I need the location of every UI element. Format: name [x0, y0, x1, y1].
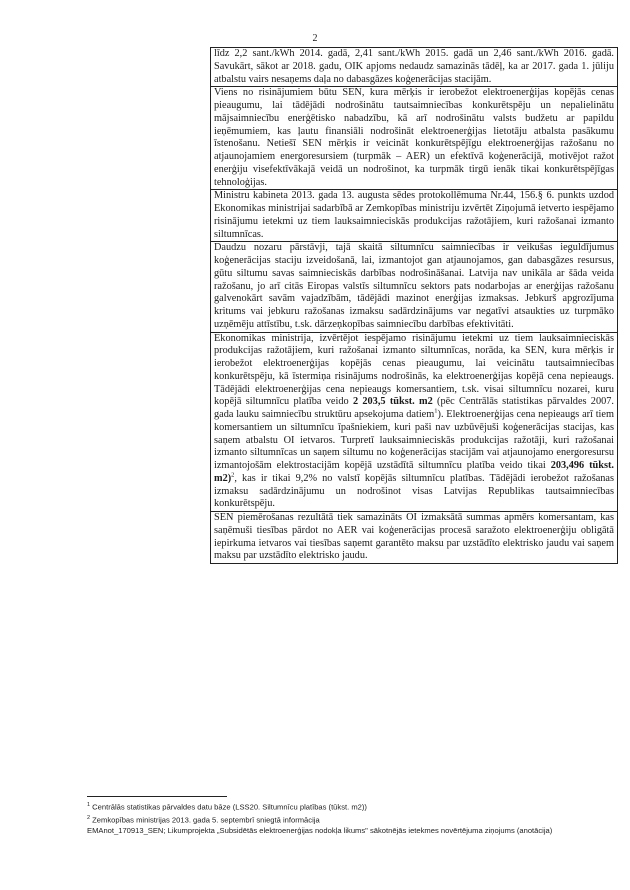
- footnote-2: [87, 813, 607, 826]
- assessment-text-part-4: , kas ir tikai 9,2% no valstī kopējās siltumnīcu platības. Tādējādi ierobežot ražošanas izmaksu sadārdzinājumu un nodrošinot visas Latvijas Republikas tautsaimniecības konkurētspēju.: [214, 472, 614, 510]
- greenhouse-total-area: 2 203,5 tūkst. m2: [352, 396, 433, 408]
- assessment-text-part-2: (pēc Centrālās statistikas pārvaldes 2007. gada lauku saimniecību struktūru apsekojuma datiem: [214, 396, 614, 420]
- footnote-separator: [87, 796, 227, 797]
- greenhouse-cogen-area: 203,496 tūkst. m2): [214, 460, 614, 484]
- footnote-text: Centrālās statistikas pārvaldes datu bāze (LSS20. Siltumnīcu platības (tūkst. m2)): [90, 802, 367, 812]
- footnote-1: [87, 800, 607, 813]
- footnote-text: Zemkopības ministrijas 2013. gada 5. septembrī sniegtā informācija: [90, 815, 320, 825]
- footnote-mark: 1: [87, 802, 91, 808]
- footnote-ref-2[interactable]: 2: [231, 471, 235, 479]
- assessment-text-part-1: Ekonomikas ministrija, izvērtējot iespējamo risinājumu ietekmi uz tiem lauksaimnieciskās produkcijas ražotājiem, kuri ražošanai izmanto siltumnīcas, norāda, ka SEN, kura mērķis ir ierobežot elektroenerģijas kopējās cenas pieaugumu, lai veicinātu tautsaimniecības konkurētspēju, kā īstermiņa risinājums nodrošinās, ka elektroenerģijas kopējā cena nepieaugs. Tādējādi elektroenerģijas cena nepieaugs komersantiem, t.sk. visai siltumnīcu nozarei, kuru kopējā siltumnīcu platība veido: [214, 332, 614, 408]
- page-number: 2: [312, 33, 318, 44]
- footnote-ref-1[interactable]: 1: [434, 407, 438, 415]
- text-block-oik-forecast: līdz 2,2 sant./kWh 2014. gadā, 2,41 sant./kWh 2015. gadā un 2,46 sant./kWh 2016. gadā. Savukārt, sākot ar 2018. gadu, OIK apjoms nedaudz samazinās tādēļ, ka ar 2017. gada 1. jūliju atbalstu vairs nesaņems daļa no dabasgāzes koģenerācijas stacijām.: [211, 47, 617, 86]
- text-block-cabinet-decision: Ministru kabineta 2013. gada 13. augusta sēdes protokollēmuma Nr.44, 156.§ 6. punkts uzdod Ekonomikas ministrijai sadarbībā ar Zemkopības ministriju izvērtēt Ziņojumā ietverto iespējamo risinājumu ietekmi uz tiem lauksaimnieciskās produkcijas ražotājiem, kuri ražošanai izmanto siltumnīcas.: [211, 189, 617, 241]
- annotation-table-cell: [210, 47, 618, 564]
- assessment-text-part-3: ). Elektroenerģijas cena nepieaugs arī tiem komersantiem un siltumnīcu īpašniekiem, kuri paši nav uzbūvējuši koģenerācijas stacijas, kas saņem atbalstu OI ietvaros. Turpretī lauksaimnieciskās produkcijas ražotāji, kuri ražošanai izmanto siltumnīcas un saņem siltumu no koģenerācijas stacijām vai atjaunojamo energoresursu izmantojošām elektrostacijām kopējā uzstādītā siltumnīcu platība veido tikai: [214, 409, 614, 471]
- footnotes: [87, 800, 607, 837]
- text-block-greenhouse-investments: Daudzu nozaru pārstāvji, tajā skaitā siltumnīcu saimniecības ir veikušas ieguldījumus koģenerācijas staciju izveidošanā, lai, izmantojot gan atjaunojamos, gan dabasgāzes resursus, gūtu siltumu savas saimnieciskās darbības nodrošināšanai. Latvija nav unikāla ar šāda veida ražošanu, jo arī citās Eiropas valstīs siltumnīcu sektors pats nodarbojas ar enerģijas ražošanu galvenokārt savām vajadzībām, tādējādi mazinot enerģijas izmaksas. Jebkurš apgrozījuma kritums vai jebkuru ražošanas izmaksu sadārdzinājums var negatīvi atsaukties uz turpmāko uzņēmēju attīstību, t.sk. dārzeņkopības saimniecību darbības efektivitāti.: [211, 241, 617, 331]
- footnote-mark: 2: [87, 815, 91, 822]
- text-block-sen-goal: Viens no risinājumiem būtu SEN, kura mērķis ir ierobežot elektroenerģijas kopējās cenas pieaugumu, lai tādējādi nodrošinātu tautsaimniecības konkurētspēju un nepalielinātu mājsaimniecību enerģētisko nabadzību, kā arī nodrošinātu valsts budžetu ar papildu ieņēmumiem, kas ļautu finansiāli nodrošināt elektroenerģijas lietotāju atbalsta pasākumu īstenošanu. Netiešī SEN mērķis ir veicināt konkurētspējīgu elektroenerģijas ražošanu no atjaunojamiem energoresursiem (turpmāk – AER) un efektīvā koģenerācijā, motivējot ražot enerģiju visefektīvākajā veidā un nodrošinot, ka turpmāk tirgū ienāk tikai konkurētspējīgas tehnoloģijas.: [211, 86, 617, 189]
- text-block-sen-application: SEN piemērošanas rezultātā tiek samazināts OI izmaksātā summas apmērs komersantam, kas saņēmuši tiesības pārdot no AER vai koģenerācijas procesā saražoto elektroenerģiju obligātā iepirkuma ietvaros vai tiesības saņemt garantēto maksu par uzstādīto elektrisko jaudu vai saņem maksu par uzstādīto elektrisko jaudu.: [211, 511, 617, 564]
- text-block-ministry-assessment: [211, 332, 617, 512]
- document-footer: EMAnot_170913_SEN; Likumprojekta „Subsidētās elektroenerģijas nodokļa likums" sākotnējās ietekmes novērtējuma ziņojums (anotācija): [87, 826, 553, 836]
